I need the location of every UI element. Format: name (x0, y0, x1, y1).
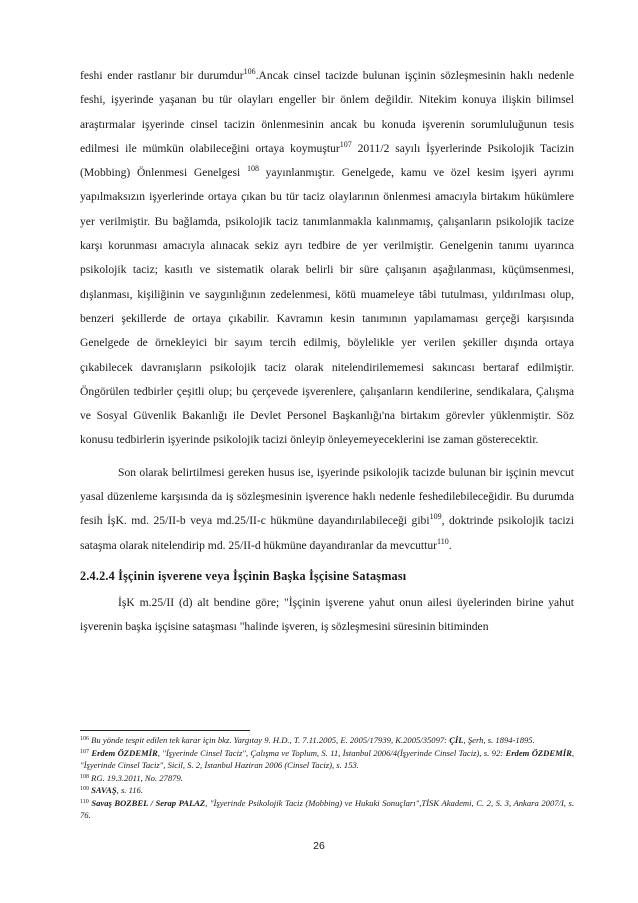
footnote-text: , "İşyerinde Cinsel Taciz", Çalışma ve Toplum, S. 11, İstanbul 2006/4(İşyerinde Cinsel Taciz), s. 92: (157, 747, 506, 758)
footnote-author: SAVAŞ (91, 785, 117, 795)
section-heading: 2.4.2.4 İşçinin işverene veya İşçinin Başka İşçisine Sataşması (80, 568, 407, 583)
footnote-number: 108 (80, 773, 89, 780)
footnote-text: , "İşyerinde Psikolojik Taciz (Mobbing) ve Hukuki Sonuçları",TİSK Akademi, C. 2, S. 3, Ankara 2007/I, s. 76. (80, 797, 575, 820)
paragraph-2 (80, 461, 574, 558)
footnote-author: Erdem ÖZDEMİR (91, 747, 158, 758)
footnote-ref-107[interactable]: 107 (339, 139, 352, 149)
footnote-number: 107 (80, 748, 89, 755)
footnote-ref-110[interactable]: 110 (437, 536, 449, 546)
footnote-author: Savaş BOZBEL / Serap PALAZ (91, 797, 206, 808)
footnote-text: , "İşyerinde Cinsel Taciz", Sicil, S. 2, İstanbul Haziran 2006 (Cinsel Taciz), s. 153. (80, 747, 574, 770)
footnote-separator (80, 730, 250, 731)
paragraph-3: İşK m.25/II (d) alt bendine göre; "İşçinin işverene yahut onun ailesi üyelerinden birine yahut işverenin başka işçisine sataşması "halinde işveren, iş sözleşmesini süresinin bitiminden (80, 595, 574, 634)
footnote-109 (80, 784, 574, 797)
body-text (80, 64, 574, 640)
page-number: 26 (313, 840, 325, 852)
footnote-author: Erdem ÖZDEMİR (505, 747, 572, 758)
footnote-author: ÇİL (449, 735, 464, 745)
text-run: Son olarak belirtilmesi gereken husus ise, işyerinde psikolojik tacizde bulunan bir işçinin mevcut yasal düzenleme karşısında da iş sözleşmesinin işverence haklı nedenle feshedilebileceğidir. Bu durumda fesih İşK. md. 25/II-b veya md.25/II-c hükmüne dayandırılabileceği gibi (80, 465, 574, 528)
text-run: feshi ender rastlanır bir durumdur (80, 69, 244, 82)
footnote-ref-109[interactable]: 109 (429, 512, 442, 522)
footnotes (80, 734, 574, 822)
footnote-number: 106 (80, 736, 89, 742)
text-run: .Ancak cinsel tacizde bulunan işçinin sözleşmesinin haklı nedenle feshi, işyerinde yaşanan bu tür olayları engeller bir önlem değildir. Nitekim konuya ilişkin bilimsel araştırmalar işyerinde cinsel tacizin önlenmesinin ancak bu konuda işverenin sorumluluğunun tesis edilmesi ile mümkün olabileceğini ortaya koymuştur (80, 69, 574, 155)
footnote-108 (80, 772, 574, 785)
text-run: yayınlanmıştır. Genelgede, kamu ve özel kesim işyeri ayrımı yapılmaksızın işyerlerinde ortaya çıkan bu tür taciz olaylarının önlenmesi amacıyla birtakım hükümlere yer verilmiştir. Bu bağlamda, psikolojik taciz tanımlanmakla kalınmamış, çalışanların psikolojik tacize karşı korunması amacıyla alınacak sekiz ayrı tedbire de yer verilmiştir. Genelgenin tanımı uyarınca psikolojik taciz; kasıtlı ve sistematik olarak belirli bir süre çalışanın aşağılanması, küçümsenmesi, dışlanması, kişiliğinin ve saygınlığının zedelenmesi, kötü muameleye tâbi tutulması, yıldırılması olup, benzeri şekillerde de ortaya çıkabilir. Kavramın kesin tanımının yapılamaması gerçeği karşısında Genelgede de örnekleyici bir sayım tercih edilmiş, böylelikle yer verilen şekiller dışında ortaya çıkabilecek davranışların psikolojik taciz olarak nitelendirilememesi sakıncası bertaraf edilmiştir. Öngörülen tedbirler çeşitli olup; bu çerçevede işverenlere, çalışanların kendilerine, sendikalara, Çalışma ve Sosyal Güvenlik Bakanlığı ile Devlet Personel Başkanlığı'na birtakım görevler yüklenmiştir. Söz konusu tedbirlerin işyerinde psikolojik tacizi önleyip önleyemeyeceklerini ise zaman gösterecektir. (80, 166, 574, 447)
footnote-number: 110 (80, 798, 89, 805)
footnote-ref-108[interactable]: 108 (246, 164, 259, 174)
footnote-106 (80, 734, 574, 747)
footnote-110 (80, 797, 574, 822)
footnote-text: Bu yönde tespit edilen tek karar için bkz. Yargıtay 9. H.D., T. 7.11.2005, E. 2005/17939, K.2005/35097: (89, 735, 450, 745)
footnote-ref-106[interactable]: 106 (243, 67, 256, 76)
footnote-number: 109 (80, 786, 89, 792)
text-run: . (448, 538, 452, 552)
footnote-text: , s. 116. (116, 785, 143, 795)
footnote-107 (80, 747, 574, 772)
paragraph-1 (80, 64, 574, 453)
text-run: 2011/2 sayılı İşyerlerinde Psikolojik Tacizin (Mobbing) Önlenmesi Genelgesi (80, 141, 574, 180)
footnote-text: RG. 19.3.2011, No. 27879. (89, 772, 183, 783)
footnote-text: , Şerh, s. 1894-1895. (463, 735, 535, 745)
text-run: , doktrinde psikolojik tacizi sataşma olarak nitelendirip md. 25/II-d hükmüne dayandıranlar da mevcuttur (80, 514, 574, 552)
